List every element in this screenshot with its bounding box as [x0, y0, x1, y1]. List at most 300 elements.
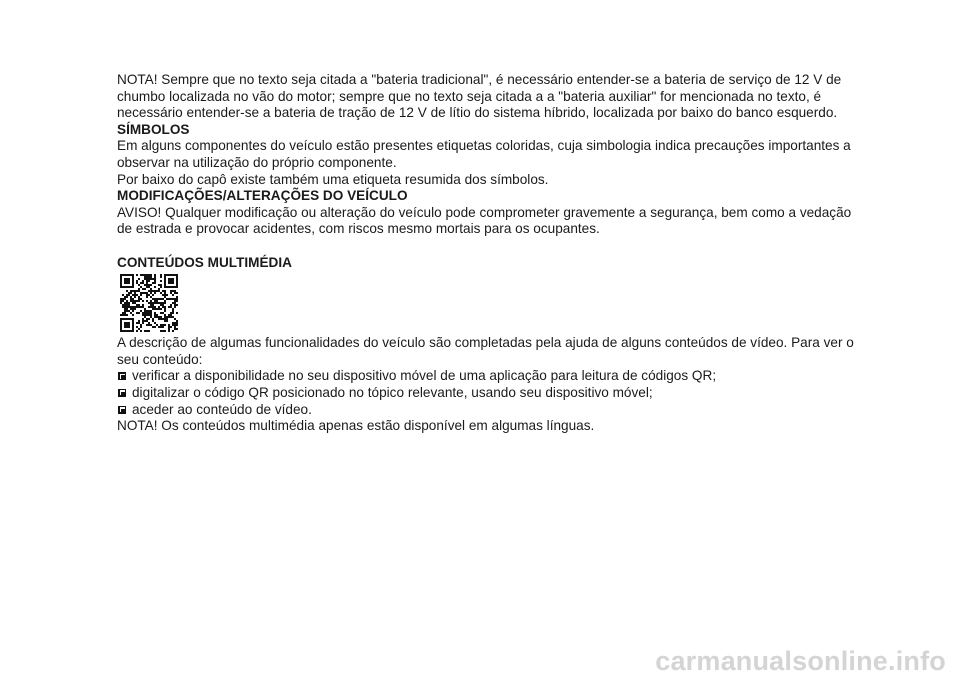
qr-module	[176, 322, 178, 324]
qr-module	[152, 318, 154, 320]
qr-module	[124, 282, 126, 284]
qr-module	[176, 276, 178, 278]
qr-module	[176, 274, 178, 276]
qr-module	[148, 274, 150, 276]
qr-module	[160, 304, 162, 306]
qr-module	[154, 298, 156, 300]
qr-module	[120, 318, 122, 320]
qr-module	[154, 300, 156, 302]
qr-module	[126, 318, 128, 320]
qr-module	[158, 306, 160, 308]
qr-module	[138, 298, 140, 300]
qr-module	[136, 312, 138, 314]
qr-module	[146, 294, 148, 296]
qr-module	[136, 294, 138, 296]
qr-module	[170, 282, 172, 284]
qr-module	[162, 324, 164, 326]
qr-module	[128, 274, 130, 276]
qr-module	[134, 302, 136, 304]
qr-module	[134, 292, 136, 294]
battery-note: NOTA! Sempre que no texto seja citada a "bateria tradicional", é necessário entender-se a bateria de serviço de 12 V de chumbo localizada no vão do motor; sempre que no texto seja citada a a "bateria auxiliar" for mencionada no texto, é necessário entender-se a bateria de tração de 12 V de lítio do sistema híbrido, localizada por baixo do banco esquerdo.	[117, 72, 842, 121]
qr-module	[124, 304, 126, 306]
qr-module	[148, 312, 150, 314]
qr-module	[154, 306, 156, 308]
qr-module	[140, 310, 142, 312]
qr-module	[164, 278, 166, 280]
qr-module	[164, 310, 166, 312]
qr-module	[170, 306, 172, 308]
qr-module	[138, 328, 140, 330]
qr-module	[126, 304, 128, 306]
qr-module	[134, 294, 136, 296]
qr-module	[132, 278, 134, 280]
qr-module	[144, 276, 146, 278]
qr-module	[174, 302, 176, 304]
qr-module	[176, 312, 178, 314]
qr-module	[176, 304, 178, 306]
multimedia-heading: CONTEÚDOS MULTIMÉDIA	[117, 254, 292, 270]
qr-module	[140, 292, 142, 294]
qr-module	[172, 286, 174, 288]
qr-module	[162, 306, 164, 308]
qr-module	[130, 330, 132, 332]
qr-module	[164, 276, 166, 278]
qr-module	[120, 278, 122, 280]
qr-module	[154, 290, 156, 292]
qr-module	[160, 292, 162, 294]
qr-module	[134, 308, 136, 310]
qr-module	[136, 322, 138, 324]
qr-module	[148, 310, 150, 312]
qr-module	[144, 310, 146, 312]
qr-module	[160, 308, 162, 310]
qr-module	[144, 278, 146, 280]
qr-module	[156, 290, 158, 292]
qr-module	[154, 316, 156, 318]
qr-module	[148, 314, 150, 316]
qr-module	[166, 294, 168, 296]
qr-module	[138, 306, 140, 308]
qr-module	[126, 274, 128, 276]
qr-module	[156, 324, 158, 326]
qr-module	[154, 326, 156, 328]
qr-module	[148, 306, 150, 308]
qr-module	[132, 320, 134, 322]
qr-module	[136, 280, 138, 282]
qr-module	[160, 302, 162, 304]
qr-module	[154, 314, 156, 316]
qr-module	[148, 290, 150, 292]
qr-module	[120, 298, 122, 300]
qr-module	[164, 308, 166, 310]
qr-module	[120, 320, 122, 322]
qr-module	[152, 290, 154, 292]
qr-module	[162, 312, 164, 314]
qr-module	[162, 318, 164, 320]
qr-module	[170, 274, 172, 276]
qr-module	[146, 310, 148, 312]
qr-module	[172, 308, 174, 310]
qr-module	[146, 296, 148, 298]
qr-module	[130, 312, 132, 314]
qr-module	[132, 286, 134, 288]
qr-module	[172, 290, 174, 292]
qr-module	[128, 306, 130, 308]
qr-module	[176, 320, 178, 322]
qr-module	[152, 306, 154, 308]
qr-module	[132, 318, 134, 320]
qr-module	[146, 330, 148, 332]
qr-module	[170, 290, 172, 292]
qr-module	[130, 296, 132, 298]
qr-module	[142, 312, 144, 314]
qr-module	[120, 282, 122, 284]
modifications-warning: AVISO! Qualquer modificação ou alteração do veículo pode comprometer gravemente a segurança, bem como a vedação de estrada e provocar acidentes, com riscos mesmo mortais para os ocupantes.	[117, 204, 852, 237]
qr-module	[138, 296, 140, 298]
qr-module	[142, 292, 144, 294]
qr-module	[170, 312, 172, 314]
qr-module	[122, 312, 124, 314]
qr-module	[148, 318, 150, 320]
qr-module	[130, 298, 132, 300]
qr-module	[128, 324, 130, 326]
multimedia-note: NOTA! Os conteúdos multimédia apenas estão disponível em algumas línguas.	[117, 418, 595, 434]
qr-module	[174, 298, 176, 300]
qr-module	[170, 314, 172, 316]
symbols-paragraph-1: Em alguns componentes do veículo estão presentes etiquetas coloridas, cuja simbologia indica precauções importantes a observar na utilização do próprio componente.	[117, 138, 851, 170]
qr-module	[154, 280, 156, 282]
qr-module	[160, 276, 162, 278]
qr-module	[130, 286, 132, 288]
qr-module	[162, 290, 164, 292]
qr-module	[142, 306, 144, 308]
qr-module	[158, 316, 160, 318]
qr-module	[138, 278, 140, 280]
qr-module	[170, 326, 172, 328]
qr-module	[160, 274, 162, 276]
qr-module	[132, 322, 134, 324]
qr-module	[142, 288, 144, 290]
qr-module	[176, 292, 178, 294]
qr-module	[138, 300, 140, 302]
qr-module	[142, 304, 144, 306]
list-item: aceder ao conteúdo de vídeo.	[117, 402, 857, 419]
checkbox-bullet-icon	[118, 389, 126, 397]
qr-module	[142, 314, 144, 316]
qr-module	[154, 312, 156, 314]
qr-module	[126, 324, 128, 326]
qr-module	[162, 294, 164, 296]
qr-module	[150, 278, 152, 280]
qr-module	[124, 330, 126, 332]
qr-module	[126, 330, 128, 332]
qr-module	[168, 314, 170, 316]
qr-module	[140, 306, 142, 308]
qr-module	[128, 322, 130, 324]
qr-module	[176, 278, 178, 280]
qr-module	[130, 290, 132, 292]
qr-module	[122, 300, 124, 302]
qr-module	[140, 330, 142, 332]
qr-module	[164, 300, 166, 302]
qr-module	[150, 312, 152, 314]
qr-module	[128, 304, 130, 306]
qr-module	[152, 326, 154, 328]
qr-module	[150, 292, 152, 294]
qr-module	[164, 330, 166, 332]
qr-module	[146, 324, 148, 326]
qr-module	[176, 282, 178, 284]
qr-module	[152, 298, 154, 300]
qr-module	[124, 308, 126, 310]
qr-module	[122, 306, 124, 308]
qr-module	[176, 286, 178, 288]
qr-module	[158, 326, 160, 328]
qr-module	[172, 310, 174, 312]
checkbox-bullet-icon	[118, 406, 126, 414]
qr-module	[146, 274, 148, 276]
qr-module	[172, 324, 174, 326]
qr-module	[158, 302, 160, 304]
qr-module	[160, 324, 162, 326]
multimedia-intro: A descrição de algumas funcionalidades do veículo são completadas pela ajuda de alguns conteúdos de vídeo. Para ver o seu conteúdo:	[117, 335, 854, 367]
qr-module	[140, 286, 142, 288]
qr-module	[144, 330, 146, 332]
symbols-paragraph-2: Por baixo do capô existe também uma etiqueta resumida dos símbolos.	[117, 171, 549, 187]
qr-module	[168, 324, 170, 326]
qr-module	[124, 322, 126, 324]
qr-module	[130, 306, 132, 308]
qr-module	[132, 306, 134, 308]
qr-module	[150, 274, 152, 276]
document-body	[117, 72, 857, 435]
qr-module	[134, 306, 136, 308]
qr-module	[136, 290, 138, 292]
qr-module	[176, 300, 178, 302]
qr-module	[124, 296, 126, 298]
qr-module	[162, 326, 164, 328]
qr-module	[152, 294, 154, 296]
qr-module	[142, 320, 144, 322]
qr-module	[172, 316, 174, 318]
qr-module	[168, 274, 170, 276]
qr-module	[164, 318, 166, 320]
qr-module	[150, 324, 152, 326]
qr-module	[168, 328, 170, 330]
qr-module	[162, 304, 164, 306]
qr-module	[150, 304, 152, 306]
qr-module	[144, 288, 146, 290]
qr-module	[126, 302, 128, 304]
checkbox-bullet-icon	[118, 372, 126, 380]
qr-module	[130, 308, 132, 310]
qr-module	[158, 298, 160, 300]
qr-module	[144, 312, 146, 314]
qr-module	[126, 322, 128, 324]
qr-module	[166, 320, 168, 322]
qr-module	[146, 318, 148, 320]
qr-module	[166, 286, 168, 288]
qr-module	[132, 324, 134, 326]
qr-module	[142, 318, 144, 320]
qr-module	[172, 302, 174, 304]
qr-module	[172, 298, 174, 300]
qr-module	[170, 280, 172, 282]
qr-module	[162, 298, 164, 300]
qr-module	[156, 314, 158, 316]
qr-module	[174, 328, 176, 330]
qr-module	[124, 310, 126, 312]
qr-module	[132, 298, 134, 300]
qr-module	[148, 286, 150, 288]
qr-module	[120, 302, 122, 304]
qr-module	[126, 310, 128, 312]
qr-module	[138, 290, 140, 292]
qr-module	[156, 316, 158, 318]
qr-module	[132, 300, 134, 302]
qr-module	[162, 302, 164, 304]
qr-module	[172, 294, 174, 296]
qr-module	[130, 318, 132, 320]
qr-module	[128, 294, 130, 296]
qr-module	[126, 280, 128, 282]
qr-module	[172, 280, 174, 282]
qr-module	[142, 274, 144, 276]
qr-module	[122, 298, 124, 300]
qr-module	[124, 274, 126, 276]
qr-module	[176, 328, 178, 330]
qr-module	[176, 298, 178, 300]
qr-module	[174, 290, 176, 292]
qr-module	[126, 294, 128, 296]
qr-module	[152, 308, 154, 310]
qr-module	[158, 290, 160, 292]
qr-module	[138, 320, 140, 322]
qr-module	[170, 278, 172, 280]
qr-module	[132, 310, 134, 312]
qr-module	[124, 324, 126, 326]
qr-module	[146, 320, 148, 322]
qr-module	[126, 306, 128, 308]
qr-module	[122, 286, 124, 288]
qr-module	[154, 276, 156, 278]
qr-module	[166, 318, 168, 320]
qr-module	[148, 278, 150, 280]
qr-module	[122, 330, 124, 332]
qr-module	[124, 280, 126, 282]
qr-module	[126, 326, 128, 328]
qr-module	[148, 330, 150, 332]
qr-module	[164, 316, 166, 318]
qr-module	[158, 284, 160, 286]
qr-module	[144, 274, 146, 276]
qr-module	[136, 306, 138, 308]
qr-module	[176, 284, 178, 286]
qr-module	[152, 282, 154, 284]
qr-module	[126, 282, 128, 284]
qr-module	[170, 316, 172, 318]
qr-module	[150, 306, 152, 308]
qr-module	[160, 330, 162, 332]
qr-module	[170, 292, 172, 294]
qr-module	[154, 286, 156, 288]
qr-module	[124, 302, 126, 304]
qr-module	[174, 304, 176, 306]
qr-module	[132, 282, 134, 284]
qr-module	[164, 280, 166, 282]
qr-module	[132, 280, 134, 282]
qr-module	[164, 314, 166, 316]
qr-module	[140, 324, 142, 326]
qr-module	[138, 304, 140, 306]
qr-module	[148, 324, 150, 326]
qr-module	[152, 304, 154, 306]
qr-module	[150, 302, 152, 304]
qr-module	[128, 280, 130, 282]
qr-module	[142, 282, 144, 284]
qr-module	[166, 298, 168, 300]
qr-module	[132, 284, 134, 286]
qr-module	[136, 330, 138, 332]
qr-module	[176, 324, 178, 326]
qr-module	[164, 324, 166, 326]
qr-module	[174, 318, 176, 320]
qr-module	[124, 326, 126, 328]
qr-module	[146, 282, 148, 284]
qr-module	[160, 326, 162, 328]
qr-module	[132, 302, 134, 304]
qr-module	[166, 316, 168, 318]
qr-module	[172, 330, 174, 332]
qr-module	[144, 320, 146, 322]
qr-module	[176, 280, 178, 282]
qr-module	[164, 296, 166, 298]
qr-module	[132, 314, 134, 316]
qr-module	[154, 292, 156, 294]
qr-module	[150, 314, 152, 316]
qr-code-icon	[120, 274, 178, 332]
qr-module	[146, 292, 148, 294]
qr-module	[150, 310, 152, 312]
qr-module	[126, 290, 128, 292]
symbols-heading: SÍMBOLOS	[117, 121, 190, 137]
qr-module	[164, 282, 166, 284]
qr-module	[126, 300, 128, 302]
qr-module	[170, 298, 172, 300]
qr-module	[136, 274, 138, 276]
qr-module	[134, 300, 136, 302]
qr-module	[132, 274, 134, 276]
qr-module	[168, 286, 170, 288]
qr-module	[128, 302, 130, 304]
qr-module	[136, 326, 138, 328]
qr-module	[174, 322, 176, 324]
qr-module	[164, 290, 166, 292]
qr-module	[150, 296, 152, 298]
qr-module	[126, 308, 128, 310]
qr-module	[134, 290, 136, 292]
qr-module	[126, 296, 128, 298]
qr-module	[170, 286, 172, 288]
qr-module	[150, 300, 152, 302]
qr-module	[164, 292, 166, 294]
qr-module	[120, 280, 122, 282]
qr-module	[144, 316, 146, 318]
qr-module	[120, 286, 122, 288]
qr-module	[168, 298, 170, 300]
qr-module	[174, 306, 176, 308]
qr-module	[148, 302, 150, 304]
